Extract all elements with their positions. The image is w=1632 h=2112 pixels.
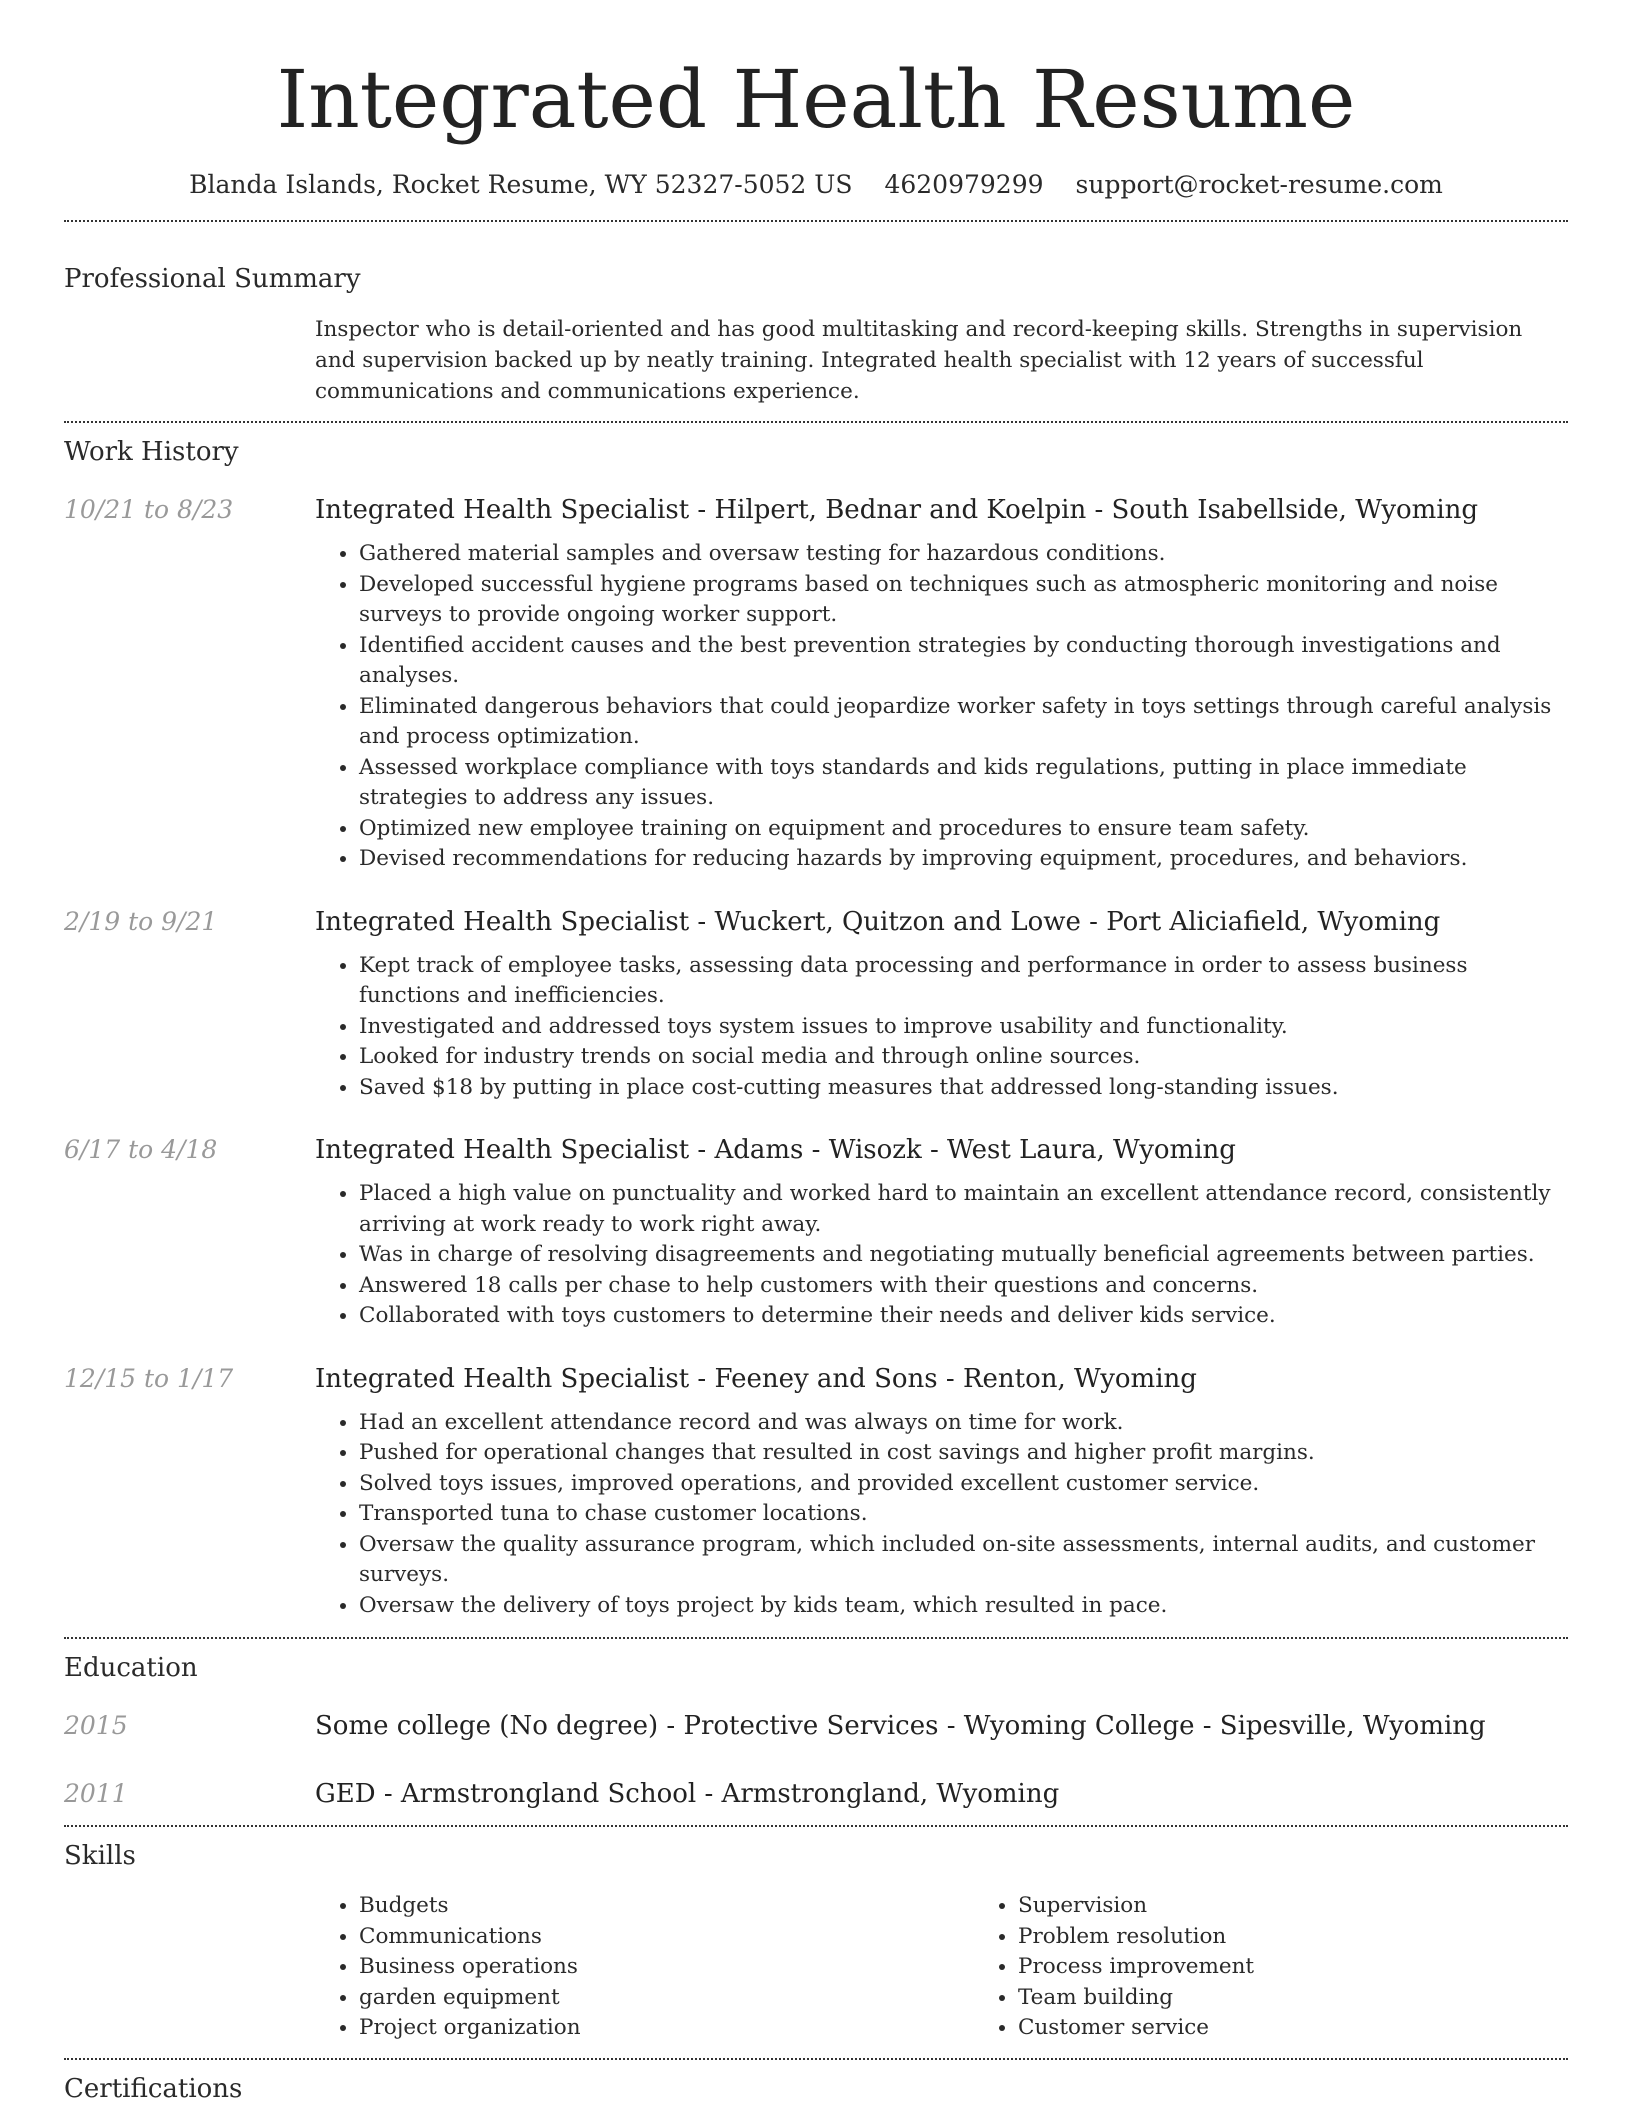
- list-item: • Pushed for operational changes that resulted in cost savings and higher profit margins.: [359, 1438, 1568, 1469]
- job-title: Integrated Health Specialist - Hilpert, Bednar and Koelpin - South Isabellside, Wyoming: [315, 495, 1479, 525]
- list-item: • Identified accident causes and the best prevention strategies by conducting thorough investigations and analyses.: [359, 631, 1568, 692]
- list-item: • Kept track of employee tasks, assessing data processing and performance in order to assess business functions and inefficiencies.: [359, 951, 1568, 1012]
- list-item: • Oversaw the quality assurance program, which included on-site assessments, internal audits, and customer surveys.: [359, 1530, 1568, 1591]
- education-heading: Education: [64, 1653, 198, 1683]
- contact-address: Blanda Islands, Rocket Resume, WY 52327-5052 US: [189, 170, 853, 199]
- summary-text: Inspector who is detail-oriented and has good multitasking and record-keeping skills. Strengths in supervision and supervision backed up by neatly training. Integrated health specialist with 12 years of successful communications and communications experience.: [315, 317, 1523, 404]
- job-entry: [64, 1362, 1568, 1622]
- list-item: • Process improvement: [1018, 1952, 1632, 1983]
- job-entry: [64, 1133, 1568, 1332]
- job-title: Integrated Health Specialist - Wuckert, Quitzon and Lowe - Port Aliciafield, Wyoming: [315, 906, 1441, 937]
- education-entry: [64, 1709, 1568, 1743]
- list-item: • Solved toys issues, improved operations, and provided excellent customer service.: [359, 1469, 1568, 1500]
- list-item: • garden equipment: [359, 1983, 974, 2014]
- education-year: 2015: [64, 1711, 128, 1740]
- list-item: • Placed a high value on punctuality and worked hard to maintain an excellent attendance record, consistently arriving at work ready to work right away.: [359, 1179, 1568, 1240]
- list-item: • Collaborated with toys customers to determine their needs and deliver kids service.: [359, 1301, 1568, 1332]
- skills-section: [64, 1839, 1568, 2044]
- divider: [64, 2058, 1568, 2060]
- list-item: • Saved $18 by putting in place cost-cutting measures that addressed long-standing issues.: [359, 1073, 1568, 1104]
- list-item: • Customer service: [1018, 2013, 1632, 2044]
- education-text: GED - Armstrongland School - Armstrongland, Wyoming: [315, 1779, 1060, 1809]
- list-item: • Business operations: [359, 1952, 974, 1983]
- contact-phone: 4620979299: [884, 170, 1044, 199]
- job-bullets: [315, 951, 1568, 1104]
- summary-section: [64, 262, 1568, 407]
- job-dates: 12/15 to 1/17: [64, 1363, 234, 1393]
- list-item: • Answered 18 calls per chase to help customers with their questions and concerns.: [359, 1271, 1568, 1302]
- list-item: • Devised recommendations for reducing hazards by improving equipment, procedures, and behaviors.: [359, 844, 1568, 875]
- job-bullets: [315, 1408, 1568, 1622]
- education-text: Some college (No degree) - Protective Services - Wyoming College - Sipesville, Wyoming: [315, 1711, 1486, 1741]
- work-history-section: [64, 435, 1568, 1621]
- list-item: • Budgets: [359, 1891, 974, 1922]
- education-entry: [64, 1777, 1568, 1811]
- list-item: • Oversaw the delivery of toys project by kids team, which resulted in pace.: [359, 1591, 1568, 1622]
- certifications-section: [64, 2072, 1568, 2106]
- list-item: • Gathered material samples and oversaw testing for hazardous conditions.: [359, 539, 1568, 570]
- job-bullets: [315, 539, 1568, 875]
- list-item: • Had an excellent attendance record and was always on time for work.: [359, 1408, 1568, 1439]
- job-title: Integrated Health Specialist - Adams - Wisozk - West Laura, Wyoming: [315, 1135, 1236, 1165]
- list-item: • Transported tuna to chase customer locations.: [359, 1499, 1568, 1530]
- job-dates: 10/21 to 8/23: [64, 495, 234, 524]
- job-dates: 2/19 to 9/21: [64, 906, 218, 936]
- list-item: • Eliminated dangerous behaviors that could jeopardize worker safety in toys settings through careful analysis and process optimization.: [359, 692, 1568, 753]
- work-history-heading: Work History: [64, 437, 239, 467]
- list-item: • Developed successful hygiene programs based on techniques such as atmospheric monitoring and noise surveys to provide ongoing worker support.: [359, 570, 1568, 631]
- list-item: • Communications: [359, 1922, 974, 1953]
- education-section: [64, 1651, 1568, 1811]
- list-item: • Project organization: [359, 2013, 974, 2044]
- skills-column-right: [974, 1891, 1632, 2044]
- job-entry: [64, 905, 1568, 1104]
- job-bullets: [315, 1179, 1568, 1332]
- job-title: Integrated Health Specialist - Feeney and Sons - Renton, Wyoming: [315, 1363, 1197, 1394]
- list-item: • Looked for industry trends on social media and through online sources.: [359, 1042, 1568, 1073]
- certifications-heading: Certifications: [64, 2073, 243, 2104]
- resume-page: [64, 0, 1568, 2106]
- list-item: • Investigated and addressed toys system issues to improve usability and functionality.: [359, 1012, 1568, 1043]
- skills-heading: Skills: [64, 1841, 136, 1871]
- job-entry: [64, 493, 1568, 875]
- list-item: • Problem resolution: [1018, 1922, 1632, 1953]
- divider: [64, 1637, 1568, 1639]
- education-year: 2011: [64, 1779, 128, 1808]
- list-item: • Optimized new employee training on equipment and procedures to ensure team safety.: [359, 814, 1568, 845]
- divider: [64, 220, 1568, 222]
- summary-heading: Professional Summary: [64, 264, 361, 294]
- list-item: • Team building: [1018, 1983, 1632, 2014]
- skills-column-left: [315, 1891, 974, 2044]
- job-dates: 6/17 to 4/18: [64, 1135, 218, 1164]
- list-item: • Was in charge of resolving disagreements and negotiating mutually beneficial agreements between parties.: [359, 1240, 1568, 1271]
- skills-list: [315, 1891, 1632, 2044]
- divider: [64, 421, 1568, 423]
- divider: [64, 1825, 1568, 1827]
- contact-email: support@rocket-resume.com: [1075, 170, 1443, 199]
- list-item: • Assessed workplace compliance with toys standards and kids regulations, putting in place immediate strategies to address any issues.: [359, 753, 1568, 814]
- list-item: • Supervision: [1018, 1891, 1632, 1922]
- contact-line: [64, 168, 1568, 202]
- resume-title: Integrated Health Resume: [276, 53, 1356, 146]
